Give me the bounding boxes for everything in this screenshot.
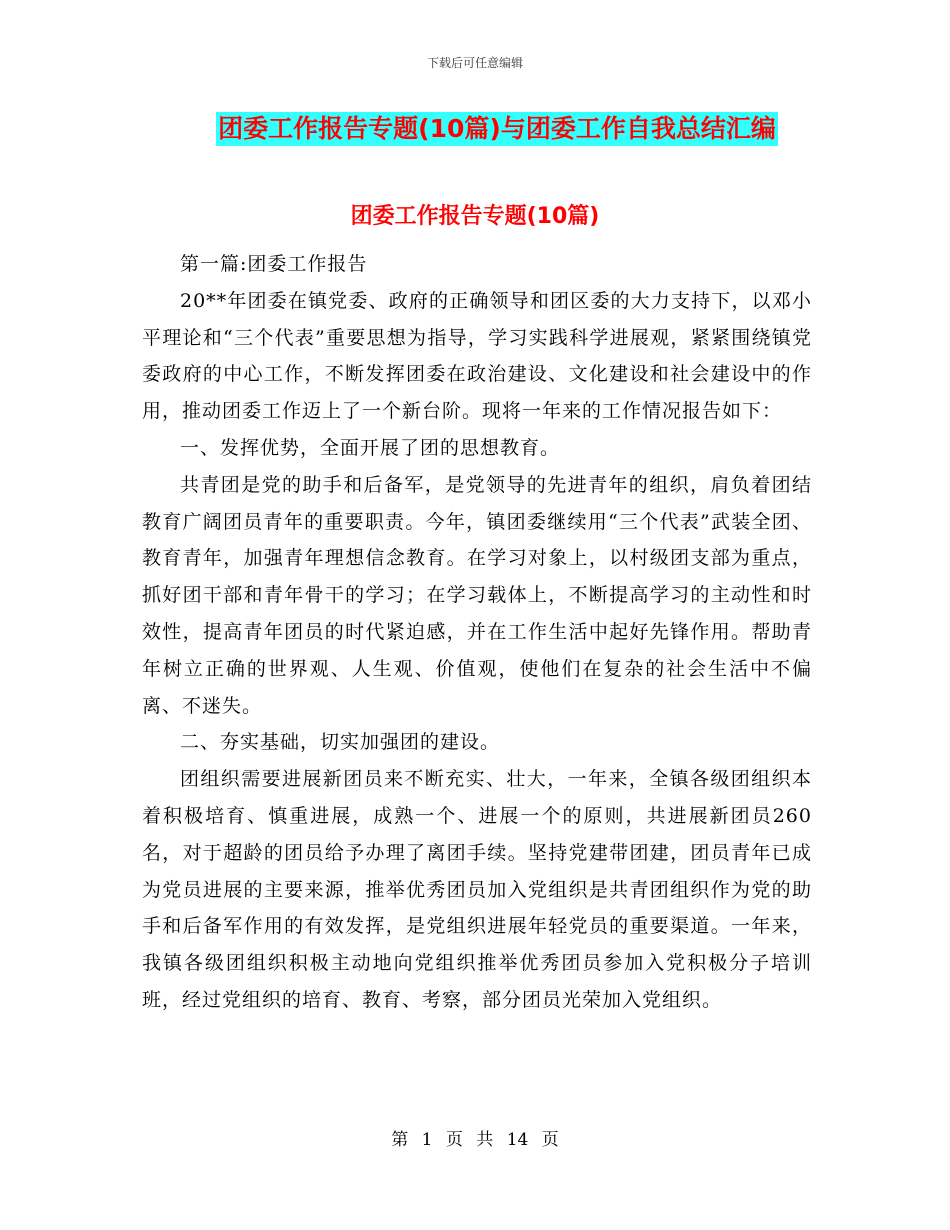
page-footer: 第 1 页 共 14 页 [391,1130,559,1150]
sub-title: 团委工作报告专题(10篇) [350,204,600,229]
document-body [142,246,812,1019]
section-heading: 一、发挥优势，全面开展了团的思想教育。 [180,436,561,459]
section-heading: 第一篇:团委工作报告 [180,253,368,275]
main-title-container [0,112,950,146]
paragraph: 20**年团委在镇党委、政府的正确领导和团区委的大力支持下，以邓小平理论和“三个代表”重要思想为指导，学习实践科学进展观，紧紧围绕镇党委政府的中心工作，不断发挥团委在政治建设、文化建设和社会建设中的作用，推动团委工作迈上了一个新台阶。现将一年来的工作情况报告如下： [142,289,812,423]
main-title: 团委工作报告专题(10篇)与团委工作自我总结汇编 [216,112,778,146]
section-heading: 二、夯实基础，切实加强团的建设。 [180,731,501,754]
paragraph: 共青团是党的助手和后备军，是党领导的先进青年的组织，肩负着团结教育广阔团员青年的重要职责。今年，镇团委继续用“三个代表”武装全团、教育青年，加强青年理想信念教育。在学习对象上，以村级团支部为重点，抓好团干部和青年骨干的学习；在学习载体上，不断提高学习的主动性和时效性，提高青年团员的时代紧迫感，并在工作生活中起好先锋作用。帮助青年树立正确的世界观、人生观、价值观，使他们在复杂的社会生活中不偏离、不迷失。 [142,473,812,717]
header-note: 下载后可任意编辑 [426,56,523,70]
paragraph: 团组织需要进展新团员来不断充实、壮大，一年来，全镇各级团组织本着积极培育、慎重进展，成熟一个、进展一个的原则，共进展新团员260名，对于超龄的团员给予办理了离团手续。坚持党建带团建，团员青年已成为党员进展的主要来源，推举优秀团员加入党组织是共青团组织作为党的助手和后备军作用的有效发挥，是党组织进展年轻党员的重要渠道。一年来，我镇各级团组织积极主动地向党组织推举优秀团员参加入党积极分子培训班，经过党组织的培育、教育、考察，部分团员光荣加入党组织。 [142,768,812,1011]
